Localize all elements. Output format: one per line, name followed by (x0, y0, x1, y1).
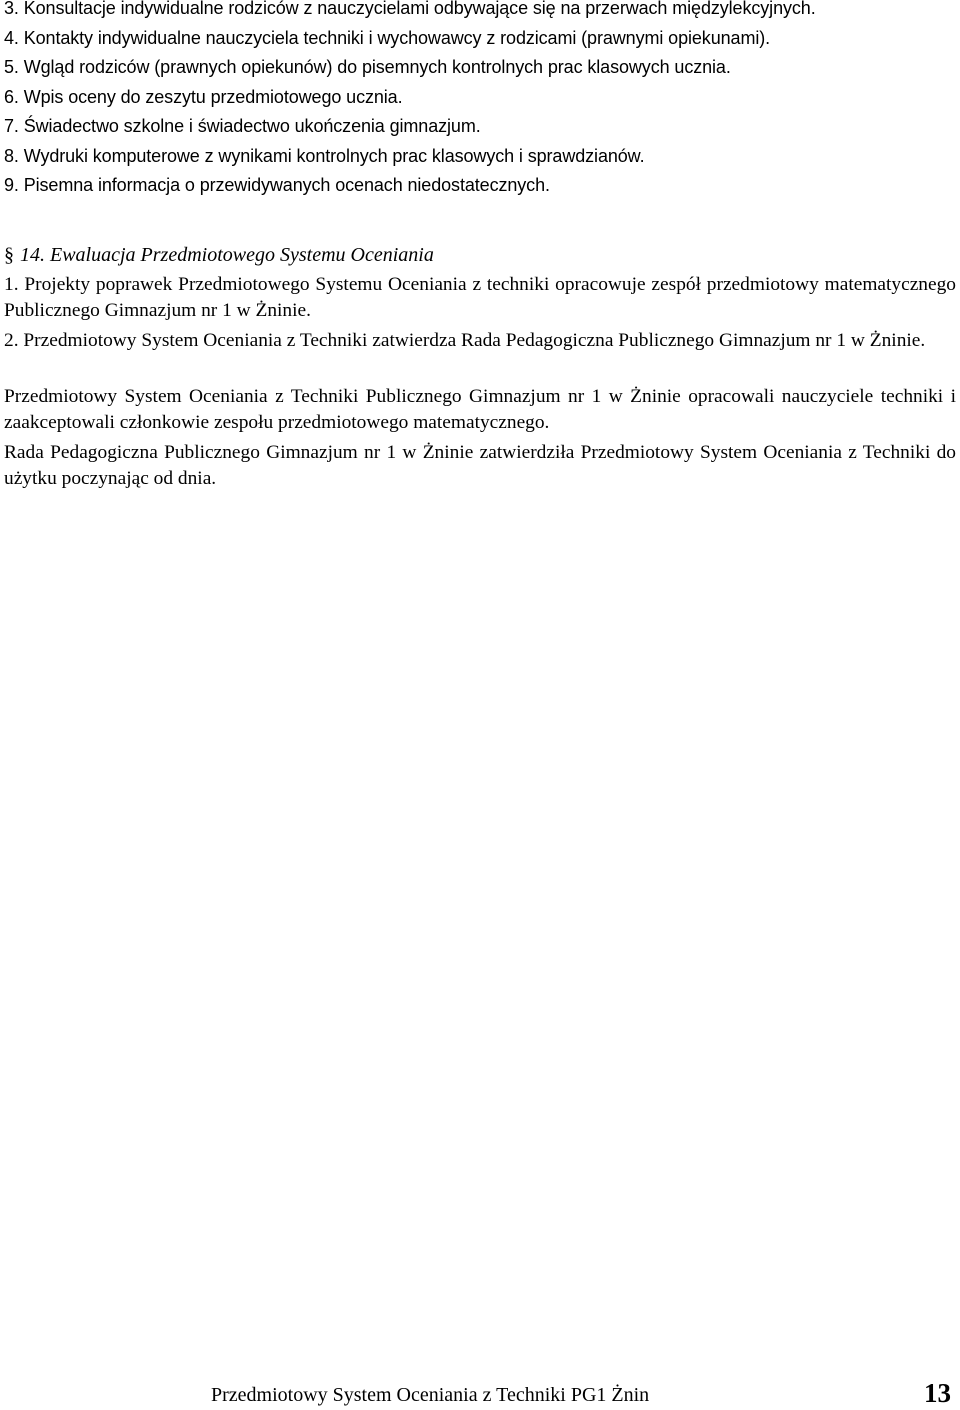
paragraph-2: 2. Przedmiotowy System Oceniania z Techniki zatwierdza Rada Pedagogiczna Publicznego Gimnazjum nr 1 w Żninie. (4, 330, 926, 351)
page-footer (0, 1380, 960, 1410)
list-item: 3. Konsultacje indywidualne rodziców z nauczycielami odbywające się na przerwach międzylekcyjnych. (4, 0, 816, 18)
list-item: 6. Wpis oceny do zeszytu przedmiotowego ucznia. (4, 86, 403, 107)
section-title: 14. Ewaluacja Przedmiotowego Systemu Oceniania (20, 244, 434, 266)
list-item: 4. Kontakty indywidualne nauczyciela techniki i wychowawcy z rodzicami (prawnymi opiekunami). (4, 27, 771, 48)
section-heading (4, 241, 434, 269)
paragraph-approval: Rada Pedagogiczna Publicznego Gimnazjum nr 1 w Żninie zatwierdziła Przedmiotowy System Oceniania z Techniki do użytku poczynając od dnia. (4, 442, 956, 489)
footer-title: Przedmiotowy System Oceniania z Techniki PG1 Żnin (211, 1384, 650, 1406)
list-item: 7. Świadectwo szkolne i świadectwo ukończenia gimnazjum. (4, 116, 481, 136)
list-item: 5. Wgląd rodziców (prawnych opiekunów) do pisemnych kontrolnych prac klasowych ucznia. (4, 57, 731, 77)
section-sign: § (4, 244, 14, 266)
page-number: 13 (924, 1378, 951, 1408)
list-item: 8. Wydruki komputerowe z wynikami kontrolnych prac klasowych i sprawdzianów. (4, 145, 645, 166)
list-item: 9. Pisemna informacja o przewidywanych ocenach niedostatecznych. (4, 175, 550, 195)
paragraph-1: 1. Projekty poprawek Przedmiotowego Systemu Oceniania z techniki opracowuje zespół przedmiotowy matematycznego Publicznego Gimnazjum nr 1 w Żninie. (4, 274, 956, 321)
paragraph-authors: Przedmiotowy System Oceniania z Techniki Publicznego Gimnazjum nr 1 w Żninie opracowali nauczyciele techniki i zaakceptowali członkowie zespołu przedmiotowego matematycznego. (4, 386, 956, 433)
contact-forms-list (4, 0, 954, 201)
